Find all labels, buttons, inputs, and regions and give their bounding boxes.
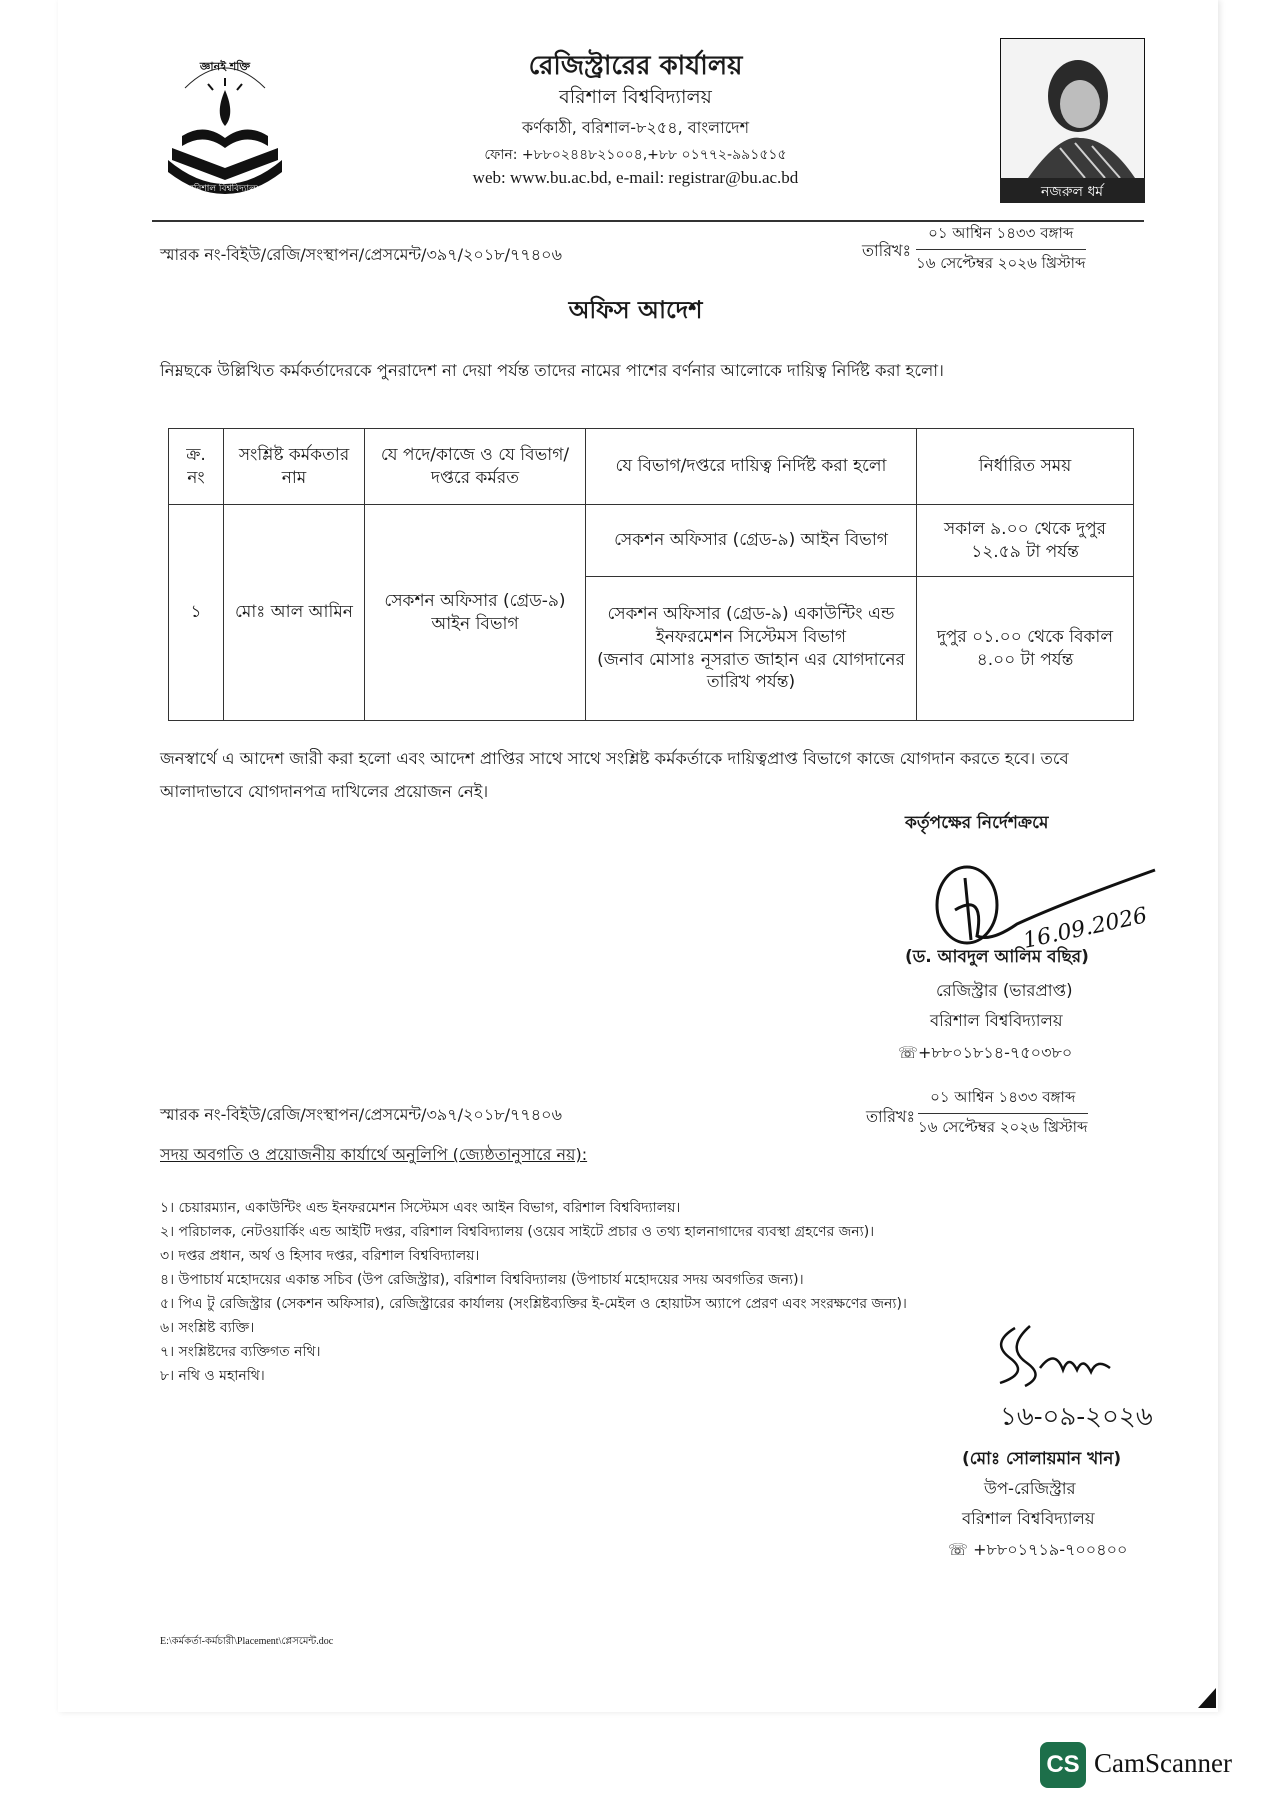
logo-motto: জ্ঞানই শক্তি [199,60,251,73]
signer-name-2: (মোঃ সোলায়মান খান) [962,1449,1122,1469]
address: কর্ণকাঠী, বরিশাল-৮২৫৪, বাংলাদেশ [521,118,750,137]
cell-serial: ১ [169,505,224,721]
cell-assign-2 [586,577,917,721]
office-title: রেজিস্ট্রারের কার্যালয় [528,51,743,81]
order-title: অফিস আদেশ [568,296,703,324]
list-item: ৭। সংশ্লিষ্টদের ব্যক্তিগত নথি। [160,1344,321,1360]
copy-heading: সদয় অবগতি ও প্রয়োজনীয় কার্যার্থে অনুলিপি (জ্যেষ্ঠতানুসারে নয়): [160,1145,588,1164]
memo-reference: স্মারক নং-বিইউ/রেজি/সংস্থাপন/প্রেসমেন্ট/৩৯৭/২০১৮/৭৭৪০৬ [160,245,562,264]
camscanner-logo: CS [1040,1742,1086,1788]
signer-name: (ড. আবদুল আলিম বছির) [905,947,1089,967]
list-item: ৩। দপ্তর প্রধান, অর্থ ও হিসাব দপ্তর, বরিশাল বিশ্ববিদ্যালয়। [160,1248,480,1264]
date-label-2: তারিখঃ [866,1107,916,1126]
by-order-text: কর্তৃপক্ষের নির্দেশক্রমে [905,813,1049,833]
list-item: ৮। নথি ও মহানথি। [160,1368,265,1384]
list-item: ৬। সংশ্লিষ্ট ব্যক্তি। [160,1320,255,1336]
memo-date [916,222,1086,277]
signature-date: 16.09.2026 [1021,903,1150,954]
cell-time-1: সকাল ৯.০০ থেকে দুপুর ১২.৫৯ টা পর্যন্ত [917,505,1134,577]
logo-caption: বরিশাল বিশ্ববিদ্যালয় [188,184,262,194]
intro-paragraph: নিম্নছকে উল্লিখিত কর্মকর্তাদেরকে পুনরাদেশ না দেয়া পর্যন্ত তাদের নামের পাশের বর্ণনার আলোকে দায়িত্ব নির্দিষ্ট করা হলো। [160,361,944,380]
signer-phone-2 [948,1537,1127,1564]
assign-2-note: (জনাব মোসাঃ নূসরাত জাহান এর যোগদানের তারিখ পর্যন্ত) [597,649,905,693]
signer-org: বরিশাল বিশ্ববিদ্যালয় [930,1011,1063,1030]
list-item: ১। চেয়ারম্যান, একাউন্টিং এন্ড ইনফরমেশন সিস্টেমস এবং আইন বিভাগ, বরিশাল বিশ্ববিদ্যালয়। [160,1200,681,1216]
phone-icon: ☏ [898,1043,919,1062]
file-path: E:\কর্মকর্তা-কর্মচারী\Placement\প্লেসমেন্ট.doc [160,1636,334,1647]
cell-time-2: দুপুর ০১.০০ থেকে বিকাল ৪.০০ টা পর্যন্ত [917,577,1134,721]
cell-name: মোঃ আল আমিন [224,505,365,721]
signature-date-2: ১৬-০৯-২০২৬ [1000,1402,1153,1432]
col-time: নির্ধারিত সময় [917,429,1134,505]
assign-2-post: সেকশন অফিসার (গ্রেড-৯) একাউন্টিং এন্ড ইনফরমেশন সিস্টেমস বিভাগ [607,603,895,647]
cell-assign-1: সেকশন অফিসার (গ্রেড-৯) আইন বিভাগ [586,505,917,577]
assignment-table [168,428,1134,721]
signer-title-2: উপ-রেজিস্ট্রার [984,1479,1076,1498]
date-english: ১৬ সেপ্টেম্বর ২০২৬ খ্রিস্টাব্দ [916,254,1086,272]
page-corner-mark [1196,1686,1218,1710]
signer-org-2: বরিশাল বিশ্ববিদ্যালয় [962,1509,1095,1528]
signer-phone [898,1040,1072,1067]
camscanner-text: CamScanner [1094,1748,1232,1778]
col-name: সংশ্লিষ্ট কর্মকতার নাম [224,429,365,505]
body-paragraph: জনস্বার্থে এ আদেশ জারী করা হলো এবং আদেশ প্রাপ্তির সাথে সাথে সংশ্লিষ্ট কর্মকর্তাকে দায়িত্বপ্রাপ্ত বিভাগে কাজে যোগদান করতে হবে। তবে আলাদাভাবে যোগদানপত্র দাখিলের প্রয়োজন নেই। [160,749,1069,801]
table-header-row [169,429,1134,505]
phone: ফোন: +৮৮০২৪৪৮২১০০৪,+৮৮ ০১৭৭২-৯৯১৫১৫ [484,147,787,163]
memo-date-2 [918,1086,1088,1141]
list-item: ২। পরিচালক, নেটওয়ার্কিং এন্ড আইটি দপ্তর, বরিশাল বিশ্ববিদ্যালয় (ওয়েব সাইটে প্রচার ও তথ্য হালনাগাদের ব্যবস্থা গ্রহণের জন্য)। [160,1224,875,1240]
list-item: ৪। উপাচার্য মহোদয়ের একান্ত সচিব (উপ রেজিস্ট্রার), বরিশাল বিশ্ববিদ্যালয় (উপাচার্য মহোদয়ের সদয় অবগতির জন্য)। [160,1272,804,1288]
signer-title: রেজিস্ট্রার (ভারপ্রাপ্ত) [936,981,1073,1000]
signer-phone-number-2: +৮৮০১৭১৯-৭০০৪০০ [973,1540,1128,1559]
signer-phone-number: +৮৮০১৮১৪-৭৫০৩৮০ [918,1043,1073,1062]
date-english-2: ১৬ সেপ্টেম্বর ২০২৬ খ্রিস্টাব্দ [918,1118,1088,1136]
col-serial: ক্র. নং [169,429,224,505]
table-row [169,505,1134,577]
portrait-photo [1000,38,1145,203]
date-bangla: ০১ আশ্বিন ১৪৩৩ বঙ্গাব্দ [916,222,1086,250]
memo-reference-2: স্মারক নং-বিইউ/রেজি/সংস্থাপন/প্রেসমেন্ট/৩৯৭/২০১৮/৭৭৪০৬ [160,1105,562,1124]
col-current-post: যে পদে/কাজে ও যে বিভাগ/দপ্তরে কর্মরত [365,429,586,505]
copy-list [160,1196,907,1388]
cell-current-post: সেকশন অফিসার (গ্রেড-৯) আইন বিভাগ [365,505,586,721]
date-bangla-2: ০১ আশ্বিন ১৪৩৩ বঙ্গাব্দ [918,1086,1088,1114]
date-label: তারিখঃ [862,241,912,260]
university-name: বরিশাল বিশ্ববিদ্যালয় [559,86,712,108]
phone-icon: ☏ [948,1540,974,1559]
col-assigned: যে বিভাগ/দপ্তরে দায়িত্ব নির্দিষ্ট করা হলো [586,429,917,505]
photo-caption: নজরুল ধর্ম [1040,184,1104,200]
list-item: ৫। পিএ টু রেজিস্ট্রার (সেকশন অফিসার), রেজিস্ট্রারের কার্যালয় (সংশ্লিষ্টব্যক্তির ই-মেইল ও হোয়াটস অ্যাপে প্রেরণ এবং সংরক্ষণের জন্য)। [160,1296,907,1312]
web-email: web: www.bu.ac.bd, e-mail: registrar@bu.ac.bd [472,168,799,187]
